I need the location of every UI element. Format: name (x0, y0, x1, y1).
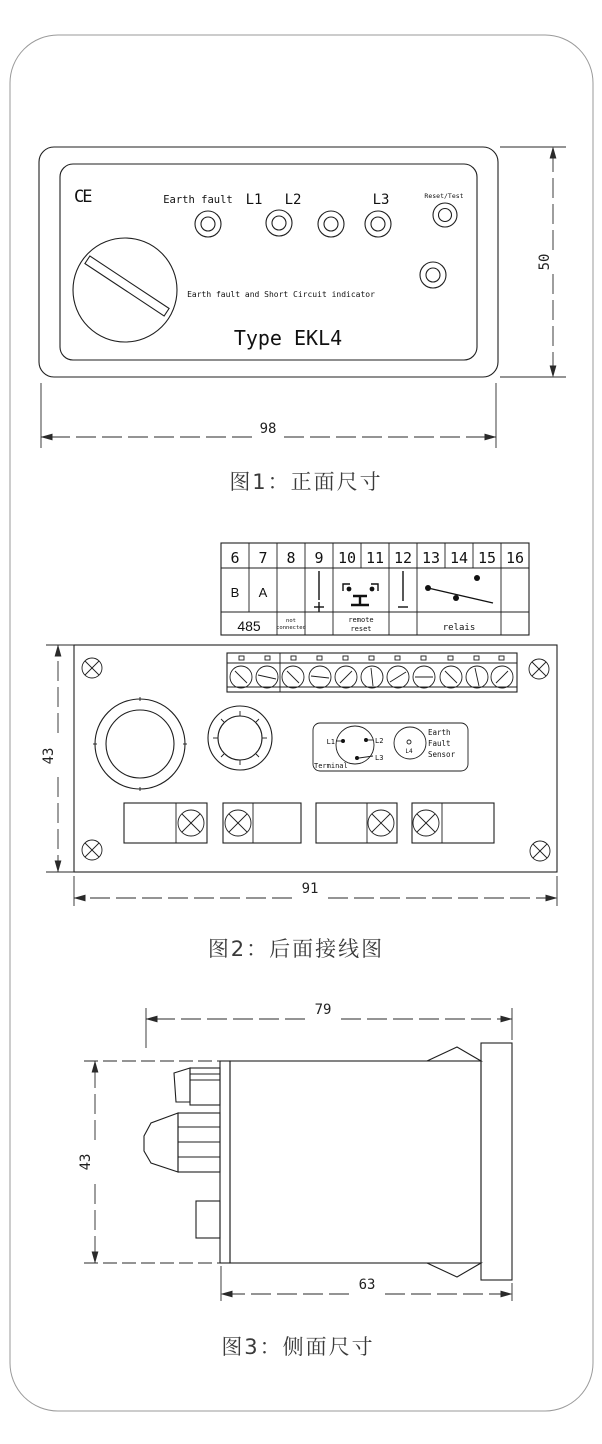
fixing-block-1 (124, 803, 207, 843)
relay-contact-icon (425, 575, 493, 603)
not-connected-label-1: not (286, 618, 296, 624)
remote-reset-icon (343, 584, 378, 605)
connector-top (174, 1068, 220, 1105)
lower-round-button (420, 262, 446, 288)
l2-label: L2 (284, 192, 302, 208)
dimension-height-43-side (78, 1061, 220, 1263)
earth-fault-label: Earth fault (163, 194, 233, 206)
rs485-group-label: 485 (237, 618, 261, 634)
sensor-l2-label: L2 (375, 737, 384, 745)
earth-fault-led (195, 211, 221, 237)
corner-screw-top-right (529, 659, 549, 679)
connector-bottom (196, 1201, 220, 1238)
device-subtitle: Earth fault and Short Circuit indicator (187, 290, 375, 299)
ce-mark-icon: CE (74, 187, 91, 207)
dimension-height-50 (500, 147, 566, 377)
mounting-clip-top (427, 1047, 481, 1061)
plus-supply-icon (314, 571, 324, 612)
terminal-15: 15 (477, 549, 497, 567)
fixing-block-2 (223, 803, 301, 843)
mounting-clip-bottom (427, 1263, 481, 1277)
rs485-b-label: B (230, 585, 240, 600)
sensor-l3-label: L3 (375, 754, 384, 762)
not-connected-label-2: connected (276, 625, 306, 631)
terminal-6: 6 (230, 549, 240, 567)
earth-label: Earth (428, 728, 451, 737)
dim-91-value: 91 (301, 881, 319, 897)
sensor-terminal-label: Terminal (314, 762, 348, 770)
terminal-11: 11 (365, 549, 385, 567)
dimension-depth-79 (146, 1002, 512, 1048)
rotary-knob (73, 238, 177, 342)
minus-supply-icon (398, 571, 408, 607)
sensor-l1-label: L1 (326, 738, 335, 746)
relais-label: relais (442, 623, 476, 633)
terminal-14: 14 (449, 549, 469, 567)
front-bezel (481, 1043, 512, 1280)
rs485-a-label: A (258, 585, 268, 600)
terminal-16: 16 (505, 549, 525, 567)
sensor-label: Sensor (428, 750, 456, 759)
terminal-connector-diagram (336, 726, 374, 764)
figure2-caption: 图2：后面接线图 (207, 937, 385, 961)
housing-body (230, 1061, 481, 1263)
l1-led (266, 210, 292, 236)
terminal-10: 10 (337, 549, 357, 567)
page-border (10, 35, 593, 1411)
dim-43-rear-value: 43 (41, 747, 57, 765)
terminal-8: 8 (286, 549, 296, 567)
terminal-table (221, 543, 529, 635)
terminal-9: 9 (314, 549, 324, 567)
dim-63-value: 63 (358, 1277, 376, 1293)
corner-screw-bottom-left (82, 840, 102, 860)
dim-50-value: 50 (537, 253, 553, 271)
l2-led (318, 211, 344, 237)
sensor-label-box (313, 723, 468, 771)
terminal-wire-slots (239, 656, 504, 660)
dim-79-value: 79 (314, 1002, 332, 1018)
dim-43-side-value: 43 (78, 1153, 94, 1171)
l3-led (365, 211, 391, 237)
figure3-caption: 图3：侧面尺寸 (221, 1335, 375, 1359)
fault-label: Fault (428, 739, 451, 748)
reset-test-label: Reset/Test (424, 192, 464, 200)
terminal-13: 13 (421, 549, 441, 567)
rear-plate (220, 1061, 230, 1263)
dimension-depth-63 (221, 1266, 512, 1301)
screw-terminal-strip (227, 653, 517, 692)
dimension-width-91 (74, 876, 557, 906)
figure1-front-view (39, 147, 566, 494)
terminal-7: 7 (258, 549, 268, 567)
small-cable-gland (208, 706, 272, 770)
figure3-side-view (78, 1002, 512, 1359)
l3-label: L3 (372, 192, 390, 208)
terminal-screws (230, 666, 513, 688)
knob-handle-bar (85, 256, 169, 316)
dimension-width-98 (41, 383, 496, 448)
figure1-caption: 图1：正面尺寸 (229, 470, 383, 494)
figure2-rear-view (41, 543, 557, 961)
fixing-block-4 (412, 803, 494, 843)
terminal-12: 12 (393, 549, 413, 567)
sensor-l4-label: L4 (405, 748, 413, 755)
connector-middle (144, 1113, 220, 1172)
remote-reset-label-2: reset (350, 625, 372, 633)
l1-label: L1 (245, 192, 263, 208)
device-title: Type EKL4 (233, 326, 343, 350)
reset-test-button (433, 203, 457, 227)
dim-98-value: 98 (259, 421, 277, 437)
corner-screw-bottom-right (530, 841, 550, 861)
corner-screw-top-left (82, 658, 102, 678)
large-cable-gland (93, 697, 187, 791)
fixing-block-3 (316, 803, 397, 843)
dimension-height-43-rear (41, 645, 74, 872)
remote-reset-label-1: remote (348, 616, 374, 624)
